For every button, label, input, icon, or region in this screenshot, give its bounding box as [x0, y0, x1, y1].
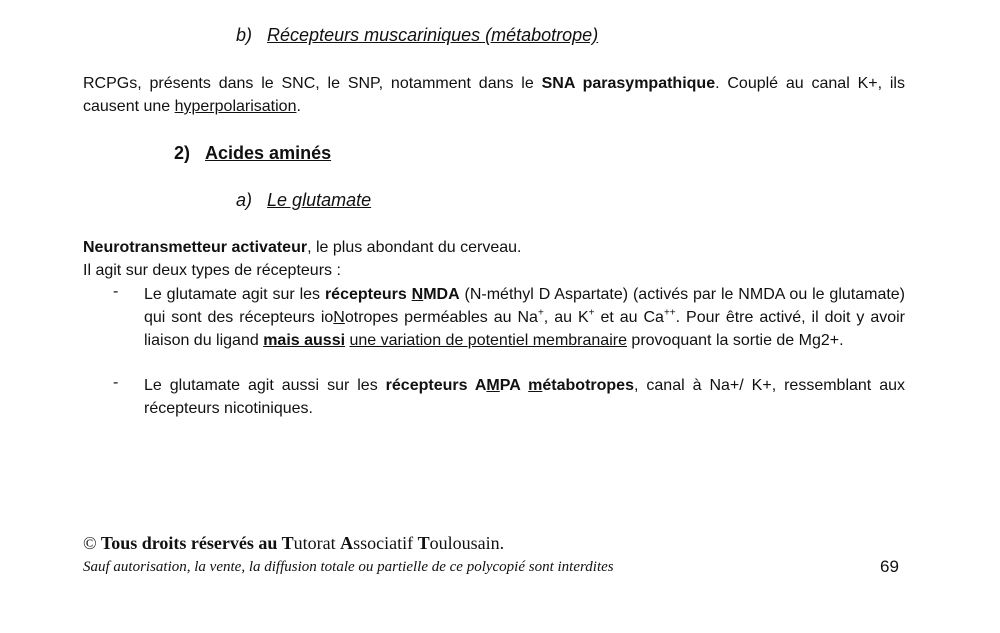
bold-text: Tous droits réservés au: [96, 533, 282, 553]
text: oulousain.: [429, 533, 505, 553]
text: , canal à Na+/ K+, ressemblant aux récepteurs nicotiniques.: [144, 377, 906, 417]
heading-title: Récepteurs muscariniques (métabotrope): [267, 25, 599, 45]
heading-marker: 2): [174, 143, 191, 163]
bold-text: récepteurs: [324, 286, 412, 303]
superscript: ++: [663, 307, 676, 319]
underlined-text: N: [333, 309, 345, 326]
bold-text: étabotropes: [542, 377, 634, 394]
underlined-text: hyperpolarisation: [174, 98, 297, 115]
text: Il agit sur deux types de récepteurs :: [83, 262, 341, 279]
text: RCPGs, présents dans le SNC, le SNP, notamment dans le: [83, 75, 542, 92]
superscript: +: [588, 307, 595, 319]
subsection-heading-b: [236, 25, 598, 46]
text: otropes perméables au Na: [344, 309, 538, 326]
text: . Couplé au canal K+, ils: [715, 75, 905, 92]
bold-text: T: [281, 533, 294, 553]
bold-underlined-text: mais aussi: [263, 332, 346, 349]
bold-text: A: [340, 533, 354, 553]
bold-text: SNA parasympathique: [541, 75, 716, 92]
superscript: +: [537, 307, 544, 319]
text: causent une: [83, 98, 175, 115]
bold-underlined-text: N: [411, 286, 424, 303]
bold-underlined-text: m: [528, 377, 543, 394]
text: , au K: [543, 309, 589, 326]
heading-title: Acides aminés: [205, 143, 332, 163]
footer-copyright: [83, 533, 504, 554]
paragraph-muscarinic: [83, 72, 905, 118]
list-item-nmda: [144, 283, 905, 352]
text: provoquant la sortie de Mg2+.: [626, 332, 844, 349]
list-item-ampa: [144, 374, 905, 420]
section-heading-2: [174, 143, 331, 164]
text: utorat: [293, 533, 341, 553]
underlined-text: une variation de potentiel membranaire: [349, 332, 627, 349]
bold-text: MDA: [423, 286, 460, 303]
subsection-heading-a: [236, 190, 371, 211]
text: et au Ca: [594, 309, 664, 326]
bold-underlined-text: M: [486, 377, 500, 394]
bullet-dash: -: [113, 283, 119, 300]
text: . Pour être activé, il doit y avoir liaison du ligand: [144, 309, 906, 349]
bold-text: PA: [499, 377, 529, 394]
text: ssociatif: [353, 533, 418, 553]
heading-marker: b): [236, 25, 253, 45]
bold-text: Neurotransmetteur activateur: [83, 239, 308, 256]
text: (N-méthyl D Aspartate) (activés par le NMDA ou le glutamate) qui sont des récepteurs io: [144, 286, 906, 326]
heading-title: Le glutamate: [267, 190, 372, 210]
heading-marker: a): [236, 190, 253, 210]
footer-notice: Sauf autorisation, la vente, la diffusion totale ou partielle de ce polycopié sont interdites: [83, 559, 614, 575]
text: , le plus abondant du cerveau.: [307, 239, 522, 256]
bullet-dash: -: [113, 374, 119, 391]
copyright-icon: ©: [83, 533, 97, 553]
text: .: [296, 98, 301, 115]
bold-text: T: [417, 533, 430, 553]
text: Le glutamate agit sur les: [144, 286, 325, 303]
paragraph-glutamate: [83, 236, 905, 282]
text: Le glutamate agit aussi sur les: [144, 377, 386, 394]
page-number: 69: [880, 557, 899, 576]
bold-text: récepteurs A: [385, 377, 487, 394]
